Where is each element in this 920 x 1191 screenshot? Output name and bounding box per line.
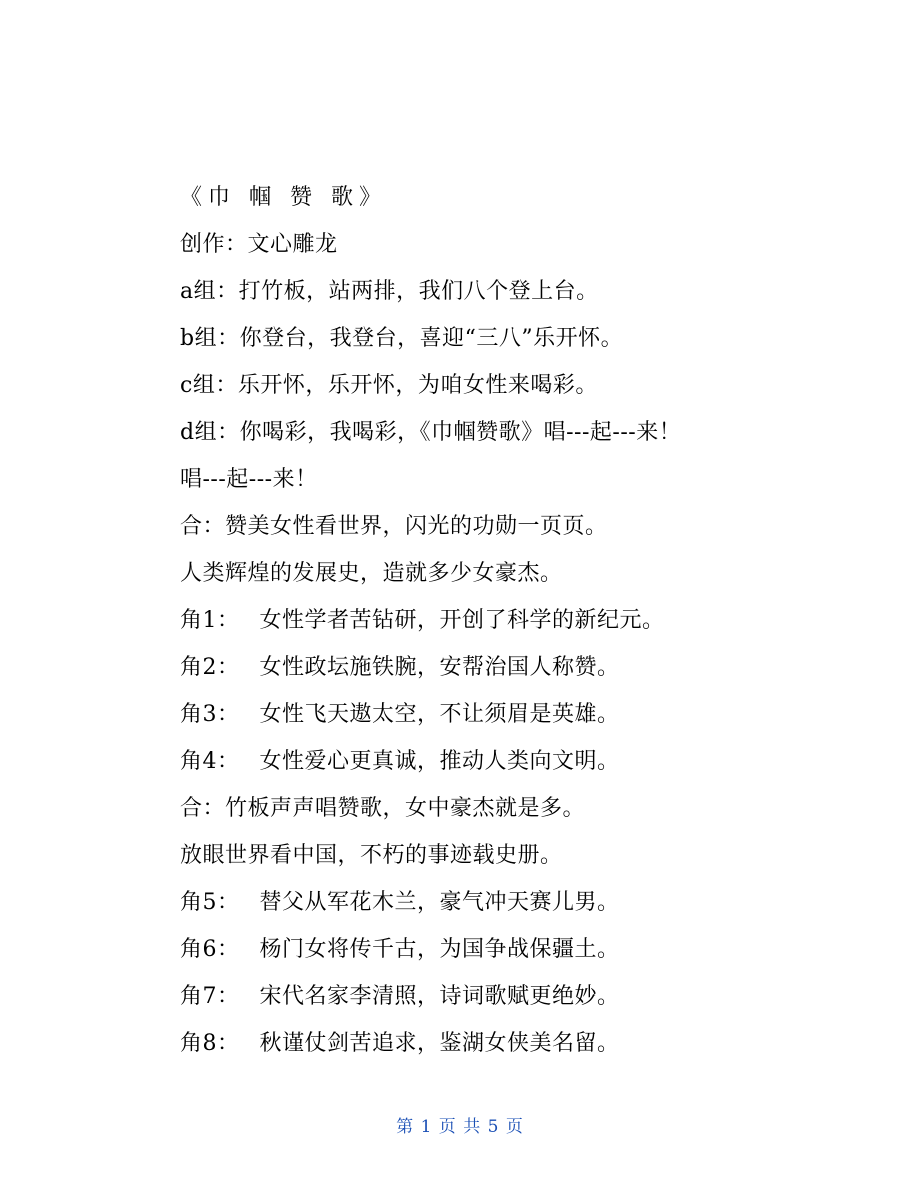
document-title: 《巾 帼 赞 歌》 (180, 185, 387, 210)
line-text: 竹板声声唱赞歌，女中豪杰就是多。 (225, 796, 586, 821)
document-line (180, 409, 820, 456)
document-line (180, 362, 820, 409)
line-text: 杨门女将传千古，为国争战保疆土。 (259, 937, 620, 962)
document-line (180, 597, 820, 644)
line-speaker-label: a组： (180, 279, 239, 304)
line-text: 赞美女性看世界，闪光的功勋一页页。 (225, 514, 608, 539)
document-line (180, 785, 820, 832)
line-text: 你登台，我登台，喜迎“三八”乐开怀。 (239, 326, 624, 351)
line-speaker-label: 合： (180, 514, 226, 539)
line-text: 秋谨仗剑苦追求，鉴湖女侠美名留。 (259, 1031, 620, 1056)
line-text: 放眼世界看中国，不朽的事迹载史册。 (180, 843, 563, 868)
line-speaker-label: 角4： (180, 749, 240, 774)
line-text: 打竹板，站两排，我们八个登上台。 (238, 279, 599, 304)
line-text: 替父从军花木兰，豪气冲天赛儿男。 (259, 890, 620, 915)
document-lines (180, 221, 820, 1067)
document-line (180, 268, 820, 315)
line-text: 宋代名家李清照，诗词歌赋更绝妙。 (259, 984, 620, 1009)
line-text: 唱---起---来！ (180, 467, 318, 492)
line-speaker-label: 角7： (180, 984, 240, 1009)
document-line (180, 456, 820, 503)
document-line (180, 644, 820, 691)
line-speaker-label: 角8： (180, 1031, 240, 1056)
line-text: 女性爱心更真诚，推动人类向文明。 (259, 749, 620, 774)
line-text: 文心雕龙 (247, 232, 338, 257)
line-speaker-label: 角3： (180, 702, 240, 727)
line-text: 乐开怀，乐开怀，为咱女性来喝彩。 (237, 373, 598, 398)
document-line (180, 315, 820, 362)
document-line (180, 926, 820, 973)
line-speaker-label: 创作： (180, 232, 248, 257)
document-line (180, 221, 820, 268)
page-indicator: 第 1 页 共 5 页 (396, 1117, 524, 1137)
document-line (180, 879, 820, 926)
document-body (180, 174, 820, 1067)
document-line (180, 832, 820, 879)
line-speaker-label: 角1： (180, 608, 240, 633)
document-line (180, 738, 820, 785)
document-line (180, 691, 820, 738)
line-text: 你喝彩，我喝彩，《巾帼赞歌》唱---起---来！ (239, 420, 682, 445)
line-speaker-label: 角5： (180, 890, 240, 915)
document-line (180, 503, 820, 550)
line-text: 人类辉煌的发展史，造就多少女豪杰。 (180, 561, 563, 586)
line-speaker-label: d组： (180, 420, 240, 445)
line-speaker-label: 角6： (180, 937, 240, 962)
line-text: 女性飞天遨太空，不让须眉是英雄。 (259, 702, 620, 727)
line-speaker-label: b组： (180, 326, 240, 351)
line-speaker-label: c组： (180, 373, 238, 398)
line-text: 女性学者苦钻研，开创了科学的新纪元。 (259, 608, 665, 633)
document-line (180, 550, 820, 597)
line-speaker-label: 合： (180, 796, 226, 821)
line-speaker-label: 角2： (180, 655, 240, 680)
document-line (180, 973, 820, 1020)
line-text: 女性政坛施铁腕，安帮治国人称赞。 (259, 655, 620, 680)
document-line (180, 1020, 820, 1067)
